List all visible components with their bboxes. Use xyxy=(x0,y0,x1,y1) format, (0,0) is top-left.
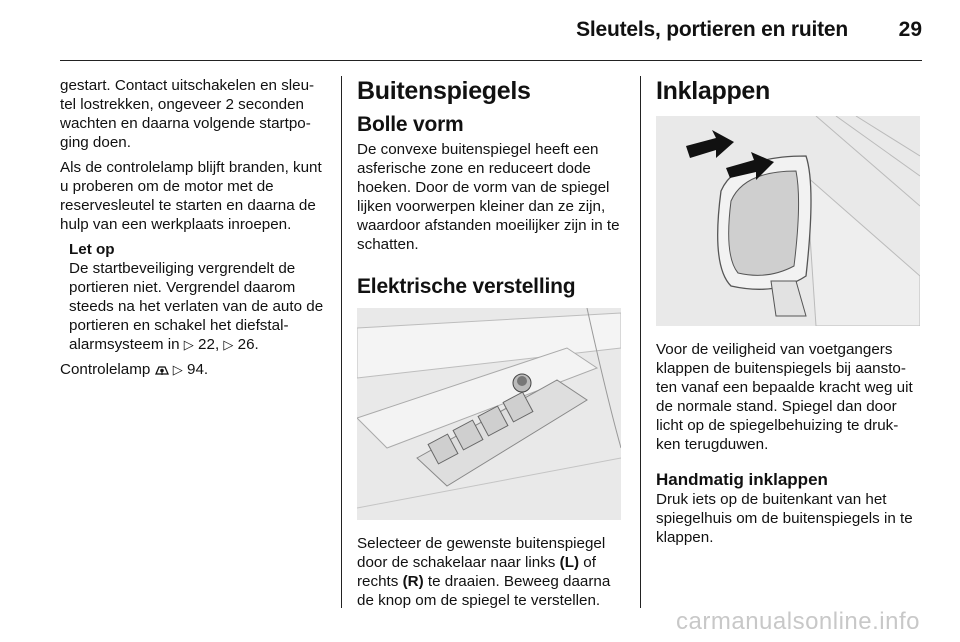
section-heading-fold: Inklappen xyxy=(656,77,770,105)
switch-left-label: (L) xyxy=(559,554,580,571)
watermark: carmanualsonline.info xyxy=(676,608,920,635)
mirror-switch-illustration xyxy=(357,308,621,520)
column-middle xyxy=(357,76,623,616)
cross-reference-arrow-icon: ▷ xyxy=(223,337,234,352)
paragraph-spare-key: Als de controlelamp blijft branden, kunt u proberen om de motor met de reservesleutel te starten en daarna de hulp van een werkplaats inroepen. xyxy=(60,159,322,233)
paragraph-restart: gestart. Contact uitschakelen en sleu-tel lostrekken, ongeveer 2 seconden wachten en daarna volgende startpo-ging doen. xyxy=(60,77,315,151)
paragraph-control-lamp xyxy=(60,360,326,381)
column-divider xyxy=(640,76,641,608)
control-lamp-label: Controlelamp xyxy=(60,361,151,378)
header-rule xyxy=(60,60,922,61)
subheading-manual-fold: Handmatig inklappen xyxy=(656,470,828,489)
cross-reference-arrow-icon: ▷ xyxy=(172,362,183,377)
page-number: 29 xyxy=(898,18,922,41)
note-box: Let op De startbeveiliging vergrendelt de portieren niet. Vergrendel daarom steeds na het verlaten van de auto de portieren en schakel het diefstal-alarmsysteem in ▷ 22, ▷ 26. xyxy=(69,240,326,354)
subheading-convex: Bolle vorm xyxy=(357,113,464,136)
column-left xyxy=(60,76,326,387)
cross-reference-arrow-icon: ▷ xyxy=(183,337,194,352)
column-right xyxy=(656,76,922,553)
subheading-electric: Elektrische verstelling xyxy=(357,275,576,298)
switch-right-label: (R) xyxy=(402,573,424,590)
paragraph-convex: De convexe buitenspiegel heeft een asferische zone en reduceert dode hoeken. Door de vorm van de spiegel lijken voorwerpen kleiner dan ze zijn, waardoor afstanden moeilijker zijn in te schatten. xyxy=(357,141,620,253)
paragraph-manual-fold: Druk iets op de buitenkant van het spiegelhuis om de buitenspiegels in te klappen. xyxy=(656,491,913,546)
note-ref-link[interactable]: 22 xyxy=(198,336,215,353)
note-title: Let op xyxy=(69,241,115,258)
paragraph-electric: Selecteer de gewenste buitenspiegel door de schakelaar naar links (L) of rechts (R) te draaien. Beweeg daarna de knop om de spiegel te verstellen. xyxy=(357,535,611,609)
control-lamp-ref-link[interactable]: 94. xyxy=(187,361,209,378)
header-title: Sleutels, portieren en ruiten xyxy=(576,18,848,41)
immobilizer-lamp-icon xyxy=(155,362,169,381)
column-divider xyxy=(341,76,342,608)
note-ref-link[interactable]: 26. xyxy=(237,336,259,353)
paragraph-fold: Voor de veiligheid van voetgangers klappen de buitenspiegels bij aansto-ten vanaf een bepaalde kracht weg uit de normale stand. Spiegel dan door licht op de spiegelbehuizing te druk-ken terugduwen. xyxy=(656,341,913,453)
mirror-fold-illustration xyxy=(656,116,920,326)
note-text: De startbeveiliging vergrendelt de portieren niet. Vergrendel daarom steeds na het verlaten van de auto de portieren en schakel het diefstal-alarmsysteem in xyxy=(69,260,324,353)
section-heading-mirrors: Buitenspiegels xyxy=(357,77,531,105)
